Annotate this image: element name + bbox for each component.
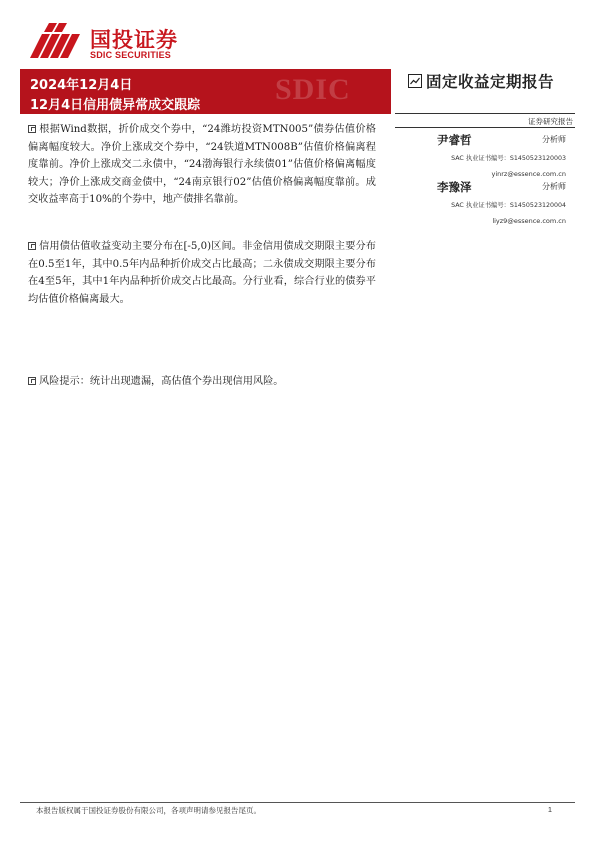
page-number: 1 — [547, 805, 552, 814]
analyst-role: 分析师 — [542, 135, 566, 144]
divider — [395, 113, 575, 114]
analyst-name: 李豫泽 — [437, 180, 472, 194]
banner-watermark: SDIC — [275, 73, 351, 106]
summary-paragraph — [28, 121, 376, 209]
analyst-email[interactable]: liyz9@essence.com.cn — [492, 217, 566, 225]
sdic-logo-mark-icon — [28, 22, 82, 62]
footer-disclaimer: 本报告版权属于国投证券股份有限公司，各项声明请参见报告尾页。 — [36, 806, 261, 815]
bullet-icon — [28, 377, 36, 385]
title-banner — [20, 69, 391, 114]
brand-name-cn: 国投证券 — [90, 28, 178, 52]
summary-paragraph — [28, 238, 376, 308]
analyst-card — [395, 179, 575, 239]
bullet-icon — [28, 242, 36, 250]
paragraph-text: 根据Wind数据，折价成交个券中，“24潍坊投资MTN005”债券估值价格偏离幅度较大。净价上涨成交个券中，“24铁道MTN008B”估值价格偏离程度靠前。净价上涨成交二永债中，“24渤海银行永续债01”估值价格偏离幅度较大；净价上涨成交商金债中，“24南京银行02”估值价格偏离幅度靠前。成交收益率高于10%的个券中，地产债排名靠前。 — [28, 124, 376, 205]
paragraph-text: 信用债估值收益变动主要分布在[-5,0)区间。非金信用债成交期限主要分布在0.5至1年，其中0.5年内品种折价成交占比最高；二永债成交期限主要分布在4至5年，其中1年内品种折价成交占比最高。分行业看，综合行业的债券平均估值价格偏离最大。 — [28, 241, 376, 305]
footer-divider — [20, 802, 575, 803]
analyst-email[interactable]: yinrz@essence.com.cn — [491, 170, 566, 178]
divider — [395, 127, 575, 128]
brand-name-en: SDIC SECURITIES — [90, 50, 172, 60]
line-chart-icon — [408, 74, 422, 88]
research-category: 证券研究报告 — [528, 117, 573, 126]
report-type-label: 固定收益定期报告 — [426, 72, 555, 91]
risk-warning — [28, 373, 376, 391]
analyst-sac-number: SAC 执业证书编号：S1450523120003 — [451, 155, 566, 162]
report-date: 2024年12月4日 — [30, 78, 133, 93]
report-title: 12月4日信用债异常成交跟踪 — [30, 98, 201, 113]
bullet-icon — [28, 125, 36, 133]
company-logo — [28, 22, 198, 62]
report-type-heading — [408, 70, 574, 96]
analyst-role: 分析师 — [542, 182, 566, 191]
analyst-name: 尹睿哲 — [437, 133, 472, 147]
paragraph-text: 风险提示：统计出现遗漏，高估值个券出现信用风险。 — [39, 376, 284, 387]
analyst-sac-number: SAC 执业证书编号：S1450523120004 — [451, 202, 566, 209]
